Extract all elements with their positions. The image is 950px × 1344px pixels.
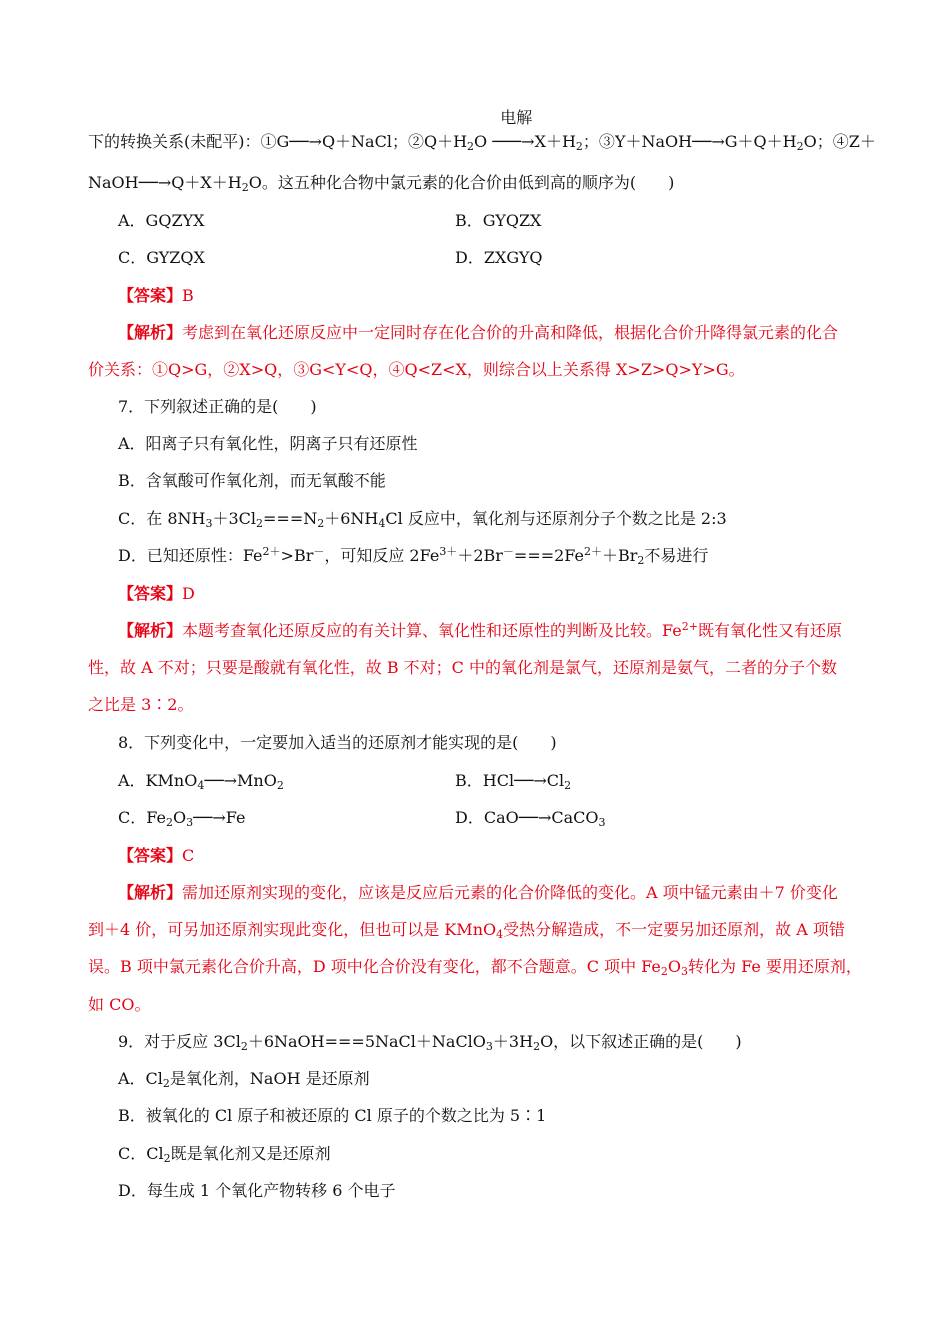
q8-option-b: B．$HCl──\to Cl_2$ [455,771,572,792]
q6-options-row-1 [118,210,870,232]
q8-explanation-line-2: 到＋4 价，可另加还原剂实现此变化，但也可以是 KMnO$_4$受热分解造成，不一定要另加还原剂，故 A 项错 [88,920,845,941]
q6-option-d: D．ZXGYQ [455,248,543,267]
q9-option-b: B．被氧化的 Cl 原子和被还原的 Cl 原子的个数之比为 5∶1 [118,1106,547,1125]
q8-stem: 8．下列变化中，一定要加入适当的还原剂才能实现的是( ) [118,733,557,752]
q6-option-b: B．GYQZX [455,211,542,230]
q7-option-a: A．阳离子只有氧化性，阴离子只有还原性 [118,434,418,453]
q7-explanation-line-3: 之比是 3∶2。 [88,695,194,714]
q6-option-a: A．GQZYX [118,211,205,230]
q6-explanation-line-2: 价关系：①Q>G，②X>Q，③G<Y<Q，④Q<Z<X，则综合以上关系得 X>Z>Q>Y>G。 [88,360,745,379]
q9-option-a: A．$Cl_2$是氧化剂，NaOH 是还原剂 [118,1069,370,1090]
q8-option-d: D．CaO──→CaCO$_3$ [455,808,606,829]
electrolysis-arrow: 电解 ───→ [492,108,535,151]
q7-explanation-line-1: 【解析】本题考查氧化还原反应的有关计算、氧化性和还原性的判断及比较。$Fe^{2+}$既有氧化性又有还原 [118,620,842,640]
q7-explanation-line-2: 性，故 A 不对；只要是酸就有氧化性，故 B 不对；C 中的氧化剂是氯气，还原剂是氨气，二者的分子个数 [88,658,837,677]
q7-option-b: B．含氧酸可作氧化剂，而无氧酸不能 [118,471,386,490]
q6-stem-line-2: $NaOH──\to Q+X+H_2O$。这五种化合物中氯元素的化合价由低到高的顺序为( ) [88,173,675,194]
q6-answer: 【答案】B [118,286,194,305]
q7-option-c: C．在 $8NH_3+3Cl_2===N_2+6NH_4Cl$ 反应中，氧化剂与还原剂分子个数之比是 2:3 [118,509,727,530]
q8-explanation-line-4: 如 CO。 [88,995,151,1014]
q7-answer: 【答案】D [118,584,195,603]
q6-options-row-2 [118,247,870,269]
q9-option-d: D．每生成 1 个氧化产物转移 6 个电子 [118,1181,396,1200]
q6-explanation-line-1: 【解析】考虑到在氧化还原反应中一定同时存在化合价的升高和降低，根据化合价升降得氯元素的化合 [118,323,839,342]
q8-option-a: A．KMnO$_4$──→MnO$_2$ [118,771,284,792]
q9-option-c: C．$Cl_2$既是氧化剂又是还原剂 [118,1144,331,1165]
q8-option-c: C．$Fe_2O_3──\to Fe$ [118,808,246,829]
q8-options-row-1 [118,770,870,792]
q8-options-row-2 [118,807,870,829]
q8-explanation-line-1: 【解析】需加还原剂实现的变化，应该是反应后元素的化合价降低的变化。A 项中锰元素由＋7 价变化 [118,883,838,902]
q8-explanation-line-3: 误。B 项中氯元素化合价升高，D 项中化合价没有变化，都不合题意。C 项中 $Fe_2O_3$转化为 Fe 要用还原剂， [88,957,862,978]
q6-stem-line-1: 下的转换关系(未配平)：①G──→Q＋NaCl；$②Q+H_2O$ 电解 $───\to X+H_2$；$③Y+NaOH──\to G+Q+H_2O$；④Z＋ [88,108,876,153]
q7-option-d: D．已知还原性：$Fe^{2+}>Br^-$，可知反应 $2Fe^{3+}+2Br^-===2Fe^{2+}+Br_2$不易进行 [118,545,709,567]
q8-answer: 【答案】C [118,846,195,865]
q6-option-c: C．GYZQX [118,248,205,267]
q7-stem: 7．下列叙述正确的是( ) [118,397,317,416]
q9-stem: 9．对于反应 $3Cl_2+6NaOH===5NaCl+NaClO_3+3H_2O$，以下叙述正确的是( ) [118,1032,742,1053]
